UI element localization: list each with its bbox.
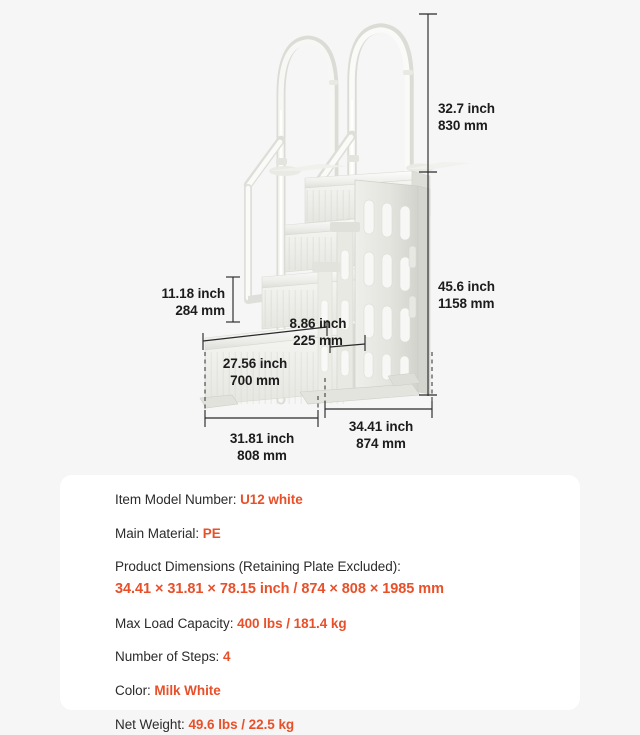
spec-value-dimensions: 34.41 × 31.81 × 78.15 inch / 874 × 808 × 1985 mm xyxy=(115,580,444,597)
spec-value-color: Milk White xyxy=(154,683,221,699)
mounting-flange-right xyxy=(406,162,470,173)
spec-row-steps xyxy=(115,648,580,666)
spec-label-net-weight: Net Weight: xyxy=(115,716,189,732)
dim-label-base-depth: 34.41 inch 874 mm xyxy=(348,419,414,452)
specifications-card xyxy=(60,475,580,732)
spec-row-model xyxy=(115,491,580,509)
spec-value-material: PE xyxy=(202,525,221,541)
spec-value-net-weight: 49.6 lbs / 22.5 kg xyxy=(188,716,295,732)
spec-row-color xyxy=(115,682,580,700)
dim-label-base-width: 31.81 inch 808 mm xyxy=(229,431,295,464)
spec-row-net-weight xyxy=(115,716,580,734)
spec-label-color: Color: xyxy=(115,683,155,699)
spec-value-load-capacity: 400 lbs / 181.4 kg xyxy=(237,615,347,631)
dim-label-handrail-height: 32.7 inch 830 mm xyxy=(438,101,495,134)
spec-value-steps: 4 xyxy=(222,649,231,665)
spec-label-steps: Number of Steps: xyxy=(115,649,223,665)
spec-label-material: Main Material: xyxy=(115,525,203,541)
spec-label-load-capacity: Max Load Capacity: xyxy=(115,615,238,631)
spec-value-model: U12 white xyxy=(240,492,303,507)
spec-row-material xyxy=(115,525,580,543)
dim-label-step-depth: 8.86 inch 225 mm xyxy=(289,316,347,349)
spec-label-model: Item Model Number: xyxy=(115,492,241,507)
dim-label-step-rise: 11.18 inch 284 mm xyxy=(161,286,225,319)
dim-label-body-height: 45.6 inch 1158 mm xyxy=(438,279,495,312)
dim-label-step-width: 27.56 inch 700 mm xyxy=(222,356,288,389)
side-panel-right xyxy=(355,180,430,394)
spec-row-load-capacity xyxy=(115,615,580,633)
spec-row-dimensions xyxy=(115,558,580,599)
spec-label-dimensions: Product Dimensions (Retaining Plate Excluded): xyxy=(115,559,401,575)
